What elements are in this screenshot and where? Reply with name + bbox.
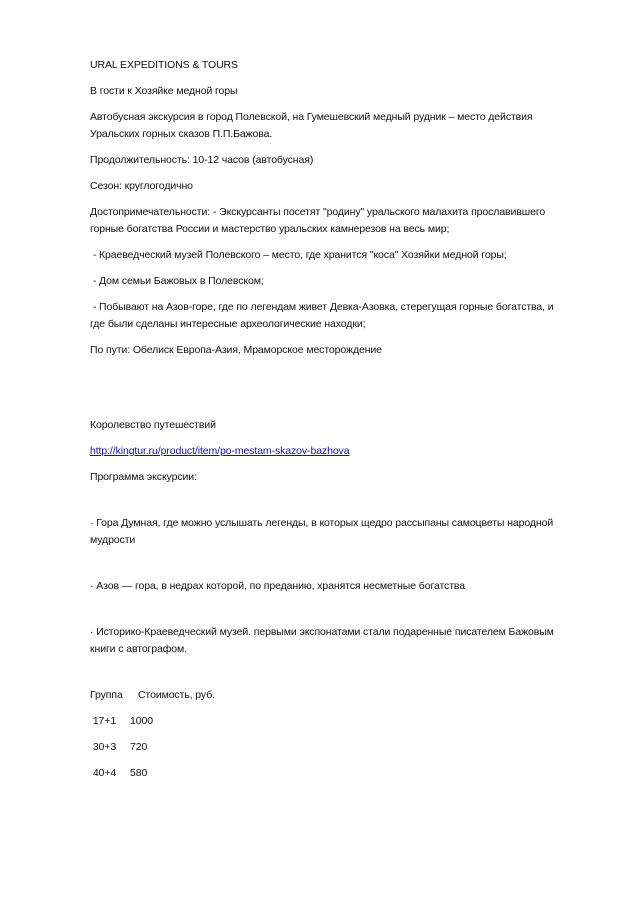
program-item-1-line-2: мудрости [90, 534, 136, 546]
kingdom-label: Королевство путешествий [90, 419, 216, 431]
row-group: 30+3 [90, 741, 117, 753]
program-item-1-line-1: · Гора Думная, где можно услышать легенды, в которых щедро рассыпаны самоцветы народной [90, 517, 554, 529]
spacer [90, 558, 590, 578]
row-price: 580 [130, 767, 148, 779]
program-item-1 [90, 515, 590, 549]
sights-line-2: горные богатства России и мастерство уральских камнерезов на весь мир; [90, 223, 450, 235]
intro-paragraph [90, 109, 590, 143]
row-price: 1000 [130, 715, 153, 727]
program-item-2: · Азов — гора, в недрах которой, по преданию, хранятся несметные богатства [90, 580, 466, 592]
spacer [90, 495, 590, 515]
row-group: 17+1 [90, 715, 117, 727]
duration-text: Продолжительность: 10-12 часов (автобусная) [90, 154, 314, 166]
tour-link[interactable]: http://kingtur.ru/product/item/po-mestam-skazov-bazhova [90, 445, 350, 457]
spacer [90, 368, 590, 417]
table-row [90, 739, 590, 756]
sights-paragraph [90, 204, 590, 238]
bullet-museum: - Краеведческий музей Полевского – место, где хранится "коса" Хозяйки медной горы; [90, 249, 507, 261]
spacer [90, 667, 590, 687]
document-body [90, 57, 590, 791]
season-text: Сезон: круглогодично [90, 180, 193, 192]
tour-subtitle: В гости к Хозяйке медной горы [90, 85, 238, 97]
program-label: Программа экскурсии: [90, 471, 197, 483]
program-item-3-line-2: книги с автографом. [90, 643, 187, 655]
route-text: По пути: Обелиск Европа-Азия, Мраморское месторождение [90, 344, 382, 356]
bullet-azov [90, 299, 590, 333]
bullet-house: - Дом семьи Бажовых в Полевском; [90, 275, 264, 287]
price-table [90, 687, 590, 782]
bullet-azov-line-1: - Побывают на Азов-горе, где по легендам живет Девка-Азовка, стерегущая горные богатства, и [90, 301, 554, 313]
company-title: URAL EXPEDITIONS & TOURS [90, 59, 238, 71]
row-price: 720 [130, 741, 148, 753]
header-group: Группа [90, 689, 123, 701]
tour-link-row [90, 443, 590, 460]
table-row [90, 713, 590, 730]
header-price: Стоимость, руб. [138, 689, 215, 701]
sights-line-1: Достопримечательности: - Экскурсанты посетят "родину" уральского малахита прославившего [90, 206, 546, 218]
spacer [90, 604, 590, 624]
program-item-3-line-1: · Историко-Краеведческий музей. первыми экспонатами стали подаренные писателем Бажовым [90, 626, 554, 638]
price-table-header [90, 687, 590, 704]
program-item-3 [90, 624, 590, 658]
table-row [90, 765, 590, 782]
bullet-azov-line-2: где были сделаны интересные археологические находки; [90, 318, 366, 330]
intro-line-1: Автобусная экскурсия в город Полевской, на Гумешевский медный рудник – место действия [90, 111, 533, 123]
intro-line-2: Уральских горных сказов П.П.Бажова. [90, 128, 273, 140]
row-group: 40+4 [90, 767, 117, 779]
